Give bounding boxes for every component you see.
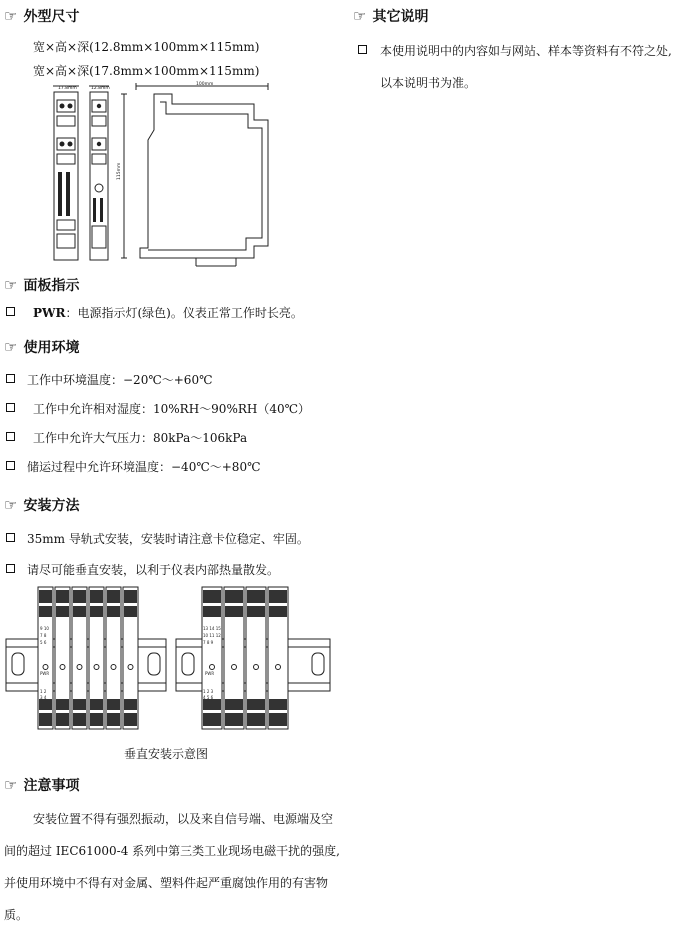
- other-line: 以本说明书为准。: [380, 76, 477, 90]
- notes-line: 质。: [4, 908, 29, 922]
- svg-text:1 2 3: 1 2 3: [203, 689, 214, 694]
- svg-text:7 8 9: 7 8 9: [203, 640, 214, 645]
- environment-item: 工作中环境温度：−20℃～+60℃: [27, 373, 213, 387]
- pointing-hand-icon: ☞: [353, 7, 367, 25]
- pointing-hand-icon: ☞: [4, 276, 18, 294]
- section-title: 外型尺寸: [23, 9, 80, 25]
- svg-text:3 4: 3 4: [40, 695, 47, 700]
- pwr-description: ：电源指示灯(绿色)。仪表正常工作时长亮。: [65, 306, 303, 320]
- svg-text:4 5 6: 4 5 6: [203, 695, 214, 700]
- checkbox-bullet: [6, 432, 15, 441]
- pwr-label: PWR: [33, 306, 66, 320]
- checkbox-bullet: [6, 403, 15, 412]
- section-environment-heading: [4, 337, 79, 357]
- environment-item: 工作中允许相对湿度：10%RH～90%RH（40℃）: [33, 402, 311, 416]
- height-label: 115mm: [117, 162, 122, 180]
- svg-text:10 11 12: 10 11 12: [203, 633, 221, 638]
- svg-text:5 6: 5 6: [40, 640, 47, 645]
- section-panel-heading: [4, 275, 79, 295]
- figure-caption: 垂直安装示意图: [124, 747, 209, 761]
- other-line: 本使用说明中的内容如与网站、样本等资料有不符之处,: [380, 44, 672, 58]
- checkbox-bullet: [6, 374, 15, 383]
- notes-line: 间的超过 IEC61000-4 系列中第三类工业现场电磁干扰的强度,: [4, 844, 340, 858]
- section-title: 其它说明: [372, 9, 429, 25]
- pointing-hand-icon: ☞: [4, 496, 18, 514]
- pointing-hand-icon: ☞: [4, 338, 18, 356]
- dimension-line-1: 宽×高×深(12.8mm×100mm×115mm): [33, 40, 260, 54]
- svg-text:13 14 15: 13 14 15: [203, 626, 221, 631]
- installation-item: 35mm 导轨式安装，安装时请注意卡位稳定、牢固。: [27, 532, 309, 546]
- pointing-hand-icon: ☞: [4, 7, 18, 25]
- checkbox-bullet: [6, 461, 15, 470]
- section-installation-heading: [4, 495, 79, 515]
- width-label-2: 12.8mm: [91, 86, 110, 91]
- svg-text:PWR: PWR: [205, 671, 215, 676]
- section-title: 注意事项: [23, 778, 80, 794]
- checkbox-bullet: [6, 564, 15, 573]
- section-title: 面板指示: [23, 278, 80, 294]
- section-dimensions-heading: [4, 6, 79, 26]
- checkbox-bullet: [6, 533, 15, 542]
- notes-line: 并使用环境中不得有对金属、塑料件起严重腐蚀作用的有害物: [4, 876, 329, 890]
- environment-item: 工作中允许大气压力：80kPa～106kPa: [33, 431, 248, 445]
- section-title: 安装方法: [23, 498, 80, 514]
- dimension-drawing: [36, 80, 308, 270]
- installation-figure: [0, 583, 340, 733]
- section-notes-heading: [4, 775, 79, 795]
- svg-text:7 8: 7 8: [40, 633, 47, 638]
- checkbox-bullet: [6, 307, 15, 316]
- section-title: 使用环境: [23, 340, 80, 356]
- dimension-line-2: 宽×高×深(17.8mm×100mm×115mm): [33, 64, 260, 78]
- panel-item: [33, 304, 303, 321]
- environment-item: 储运过程中允许环境温度：−40℃～+80℃: [27, 460, 261, 474]
- section-other-heading: [353, 6, 428, 26]
- pointing-hand-icon: ☞: [4, 776, 18, 794]
- width-label-1: 17.8mm: [58, 86, 77, 91]
- checkbox-bullet: [358, 45, 367, 54]
- svg-text:9 10: 9 10: [40, 626, 49, 631]
- depth-label: 100mm: [196, 82, 214, 87]
- svg-text:1 2: 1 2: [40, 689, 47, 694]
- notes-line: 安装位置不得有强烈振动，以及来自信号端、电源端及空: [33, 812, 334, 826]
- svg-text:PWR: PWR: [40, 671, 50, 676]
- installation-item: 请尽可能垂直安装，以利于仪表内部热量散发。: [27, 563, 280, 577]
